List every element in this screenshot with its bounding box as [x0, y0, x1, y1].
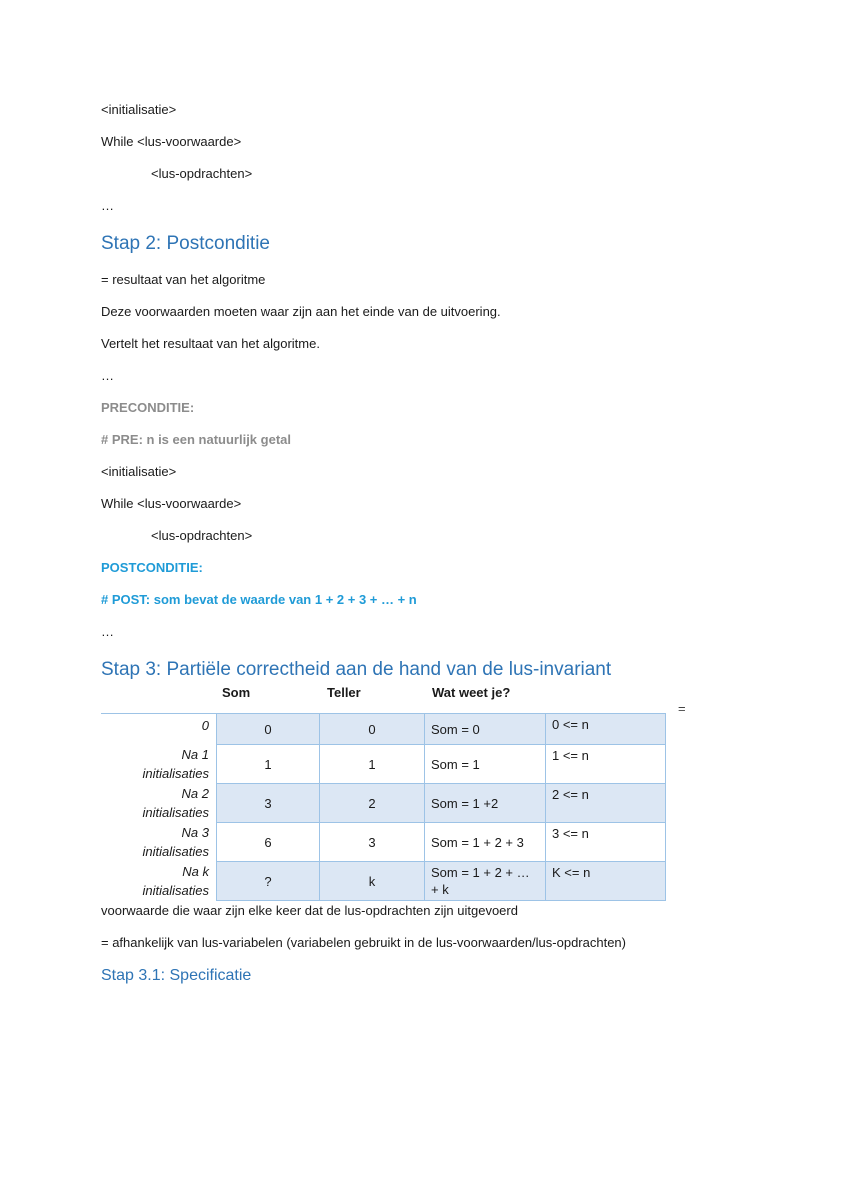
table-header-wat-weet-je: Wat weet je? [432, 685, 511, 700]
code-line-lus-opdrachten: <lus-opdrachten> [151, 166, 253, 181]
heading-stap-3-1: Stap 3.1: Specificatie [101, 967, 252, 984]
code-line-lus-opdrachten: <lus-opdrachten> [151, 528, 253, 543]
invariant-table [216, 713, 666, 901]
equals-mark: = [678, 701, 686, 716]
precondition-text: # PRE: n is een natuurlijk getal [101, 432, 291, 447]
table-row [217, 745, 666, 784]
cell-teller: 1 [320, 745, 425, 784]
postcondition-label: POSTCONDITIE: [101, 560, 203, 575]
cell-teller: 2 [320, 784, 425, 823]
cell-wat-weet-je: Som = 1 + 2 + … + k [425, 862, 546, 901]
paragraph: voorwaarde die waar zijn elke keer dat de lus-opdrachten zijn uitgevoerd [101, 903, 518, 918]
cell-som: 0 [217, 714, 320, 745]
cell-condition: 2 <= n [546, 784, 666, 823]
row-label: Na 1 initialisaties [142, 747, 209, 781]
table-row [217, 784, 666, 823]
cell-som: 6 [217, 823, 320, 862]
paragraph: Deze voorwaarden moeten waar zijn aan het einde van de uitvoering. [101, 304, 501, 319]
cell-condition: 1 <= n [546, 745, 666, 784]
heading-stap-2: Stap 2: Postconditie [101, 233, 270, 254]
precondition-label: PRECONDITIE: [101, 400, 195, 415]
ellipsis: … [101, 368, 114, 383]
cell-teller: k [320, 862, 425, 901]
ellipsis: … [101, 198, 114, 213]
paragraph: = afhankelijk van lus-variabelen (variabelen gebruikt in de lus-voorwaarden/lus-opdrachten) [101, 935, 626, 950]
table-row [217, 823, 666, 862]
row-label: Na 2 initialisaties [142, 786, 209, 820]
row-label: Na 3 initialisaties [142, 825, 209, 859]
code-line-initialisatie: <initialisatie> [101, 102, 177, 117]
cell-condition: 3 <= n [546, 823, 666, 862]
paragraph: Vertelt het resultaat van het algoritme. [101, 336, 320, 351]
cell-som: 1 [217, 745, 320, 784]
row-label: Na k initialisaties [142, 864, 209, 898]
cell-teller: 0 [320, 714, 425, 745]
cell-wat-weet-je: Som = 1 +2 [425, 784, 546, 823]
cell-wat-weet-je: Som = 1 + 2 + 3 [425, 823, 546, 862]
code-line-initialisatie: <initialisatie> [101, 464, 177, 479]
cell-wat-weet-je: Som = 1 [425, 745, 546, 784]
cell-som: ? [217, 862, 320, 901]
table-row [217, 714, 666, 745]
cell-wat-weet-je: Som = 0 [425, 714, 546, 745]
table-rule [101, 713, 217, 714]
table-header-som: Som [222, 685, 251, 700]
code-line-while: While <lus-voorwaarde> [101, 496, 242, 511]
heading-stap-3: Stap 3: Partiële correctheid aan de hand van de lus-invariant [101, 659, 612, 680]
cell-condition: 0 <= n [546, 714, 666, 745]
cell-teller: 3 [320, 823, 425, 862]
postcondition-text: # POST: som bevat de waarde van 1 + 2 + 3 + … + n [101, 592, 417, 607]
row-label: 0 [201, 718, 209, 733]
ellipsis: … [101, 624, 114, 639]
table-header-teller: Teller [327, 685, 361, 700]
paragraph: = resultaat van het algoritme [101, 272, 266, 287]
table-row [217, 862, 666, 901]
cell-condition: K <= n [546, 862, 666, 901]
code-line-while: While <lus-voorwaarde> [101, 134, 242, 149]
cell-som: 3 [217, 784, 320, 823]
